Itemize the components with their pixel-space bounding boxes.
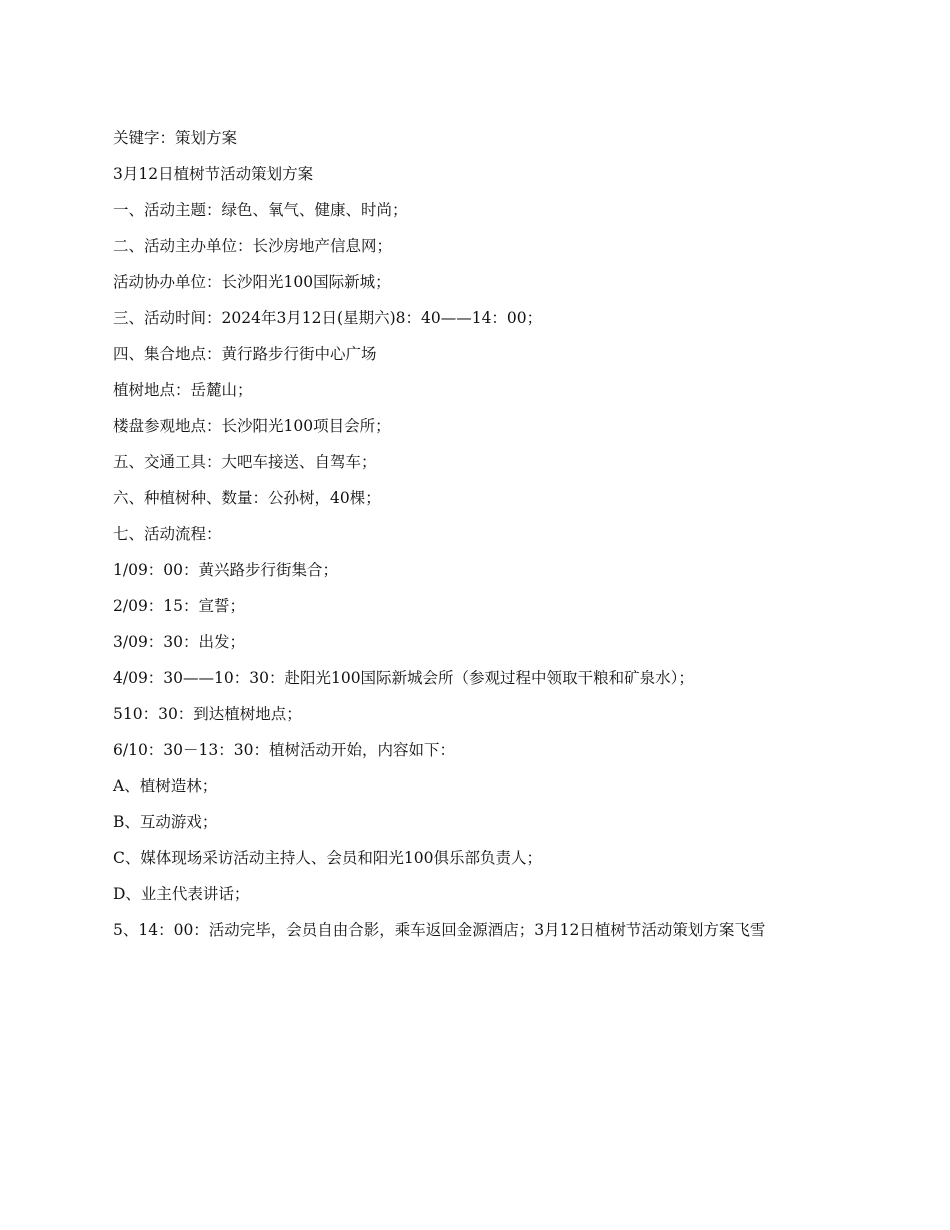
- document-title: 3月12日植树节活动策划方案: [113, 165, 314, 183]
- process-step-3: 3/09：30：出发；: [113, 633, 246, 651]
- activity-theme: 一、活动主题：绿色、氧气、健康、时尚；: [113, 201, 408, 219]
- content-item-a: A、植树造林；: [113, 777, 218, 795]
- process-step-2: 2/09：15：宣誓；: [113, 597, 246, 615]
- content-item-c: C、媒体现场采访活动主持人、会员和阳光100俱乐部负责人；: [113, 849, 542, 867]
- content-item-d: D、业主代表讲话；: [113, 885, 250, 903]
- keywords-line: 关键字：策划方案: [113, 129, 238, 147]
- transportation: 五、交通工具：大吧车接送、自驾车；: [113, 453, 377, 471]
- co-organizer: 活动协办单位：长沙阳光100国际新城；: [113, 273, 391, 291]
- process-step-4: 4/09：30——10：30：赴阳光100国际新城会所（参观过程中领取干粮和矿泉水）；: [113, 669, 694, 687]
- process-step-5: 510：30：到达植树地点；: [113, 705, 302, 723]
- organizer: 二、活动主办单位：长沙房地产信息网；: [113, 237, 393, 255]
- document-body: [113, 125, 833, 941]
- meeting-place: 四、集合地点：黄行路步行街中心广场: [113, 345, 377, 363]
- planting-place: 植树地点：岳麓山；: [113, 381, 253, 399]
- process-step-1: 1/09：00：黄兴路步行街集合；: [113, 561, 339, 579]
- process-step-6: 6/10：30－13：30：植树活动开始，内容如下：: [113, 741, 455, 759]
- visit-place: 楼盘参观地点：长沙阳光100项目会所；: [113, 417, 391, 435]
- process-heading: 七、活动流程：: [113, 525, 222, 543]
- closing-paragraph: 5、14：00：活动完毕，会员自由合影，乘车返回金源酒店；3月12日植树节活动策划方案飞雪: [113, 921, 766, 939]
- tree-species: 六、种植树种、数量：公孙树，40棵；: [113, 489, 381, 507]
- activity-time: 三、活动时间：2024年3月12日(星期六)8：40——14：00；: [113, 309, 543, 327]
- content-item-b: B、互动游戏；: [113, 813, 218, 831]
